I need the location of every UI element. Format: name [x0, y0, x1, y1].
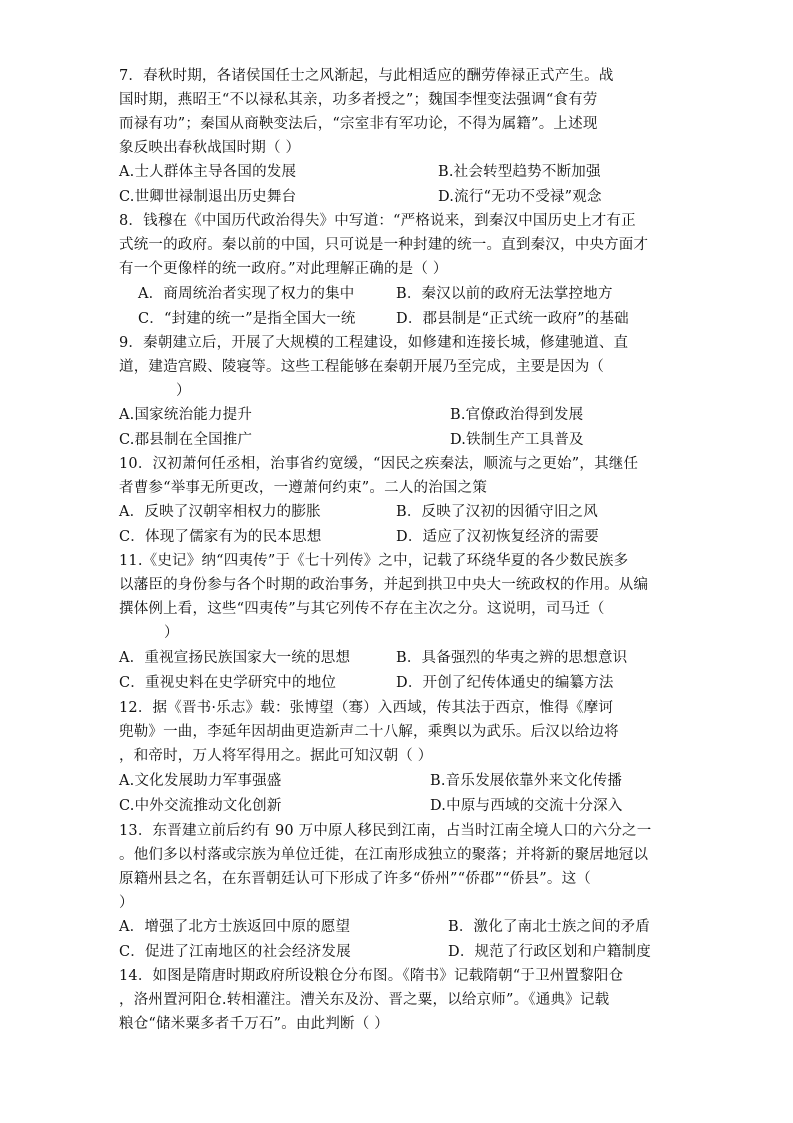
- q14-stem-line3: 粮仓“储米粟多者千万石”。由此判断（ ）: [119, 1016, 389, 1032]
- q11-option-d: D．开创了纪传体通史的编纂方法: [396, 675, 614, 691]
- q14-stem-line2: ，洛州置河阳仓.转相灌注。漕关东及汾、晋之粟，以给京师”。《通典》记载: [119, 992, 610, 1008]
- q9-option-c: C.郡县制在全国推广: [119, 432, 253, 448]
- q9-option-d: D.铁制生产工具普及: [450, 432, 584, 448]
- q9-stem-line1: 9．秦朝建立后，开展了大规模的工程建设，如修建和连接长城，修建驰道、直: [119, 335, 629, 351]
- q9-option-b: B.官僚政治得到发展: [450, 407, 584, 423]
- q10-stem-line1: 10．汉初萧何任丞相，治事省约宽缓，“因民之疾秦法，顺流与之更始”，其继任: [119, 456, 639, 472]
- q7-option-c: C.世卿世禄制退出历史舞台: [119, 189, 297, 205]
- q7-stem-line4: 象反映出春秋战国时期（ ）: [119, 140, 301, 156]
- q7-stem-line1: 7．春秋时期，各诸侯国任士之风渐起，与此相适应的酬劳俸禄正式产生。战: [119, 68, 614, 84]
- q9-option-a: A.国家统治能力提升: [119, 407, 253, 423]
- q7-option-b: B.社会转型趋势不断加强: [438, 164, 601, 180]
- q12-stem-line3: ，和帝时，万人将军得用之。据此可知汉朝（ ）: [119, 748, 433, 764]
- q7-option-a: A.士人群体主导各国的发展: [119, 164, 297, 180]
- q13-stem-line1: 13．东晋建立前后约有 90 万中原人移民到江南，占当时江南全境人口的六分之一: [119, 823, 652, 839]
- q11-stem-line3: 撰体例上看，这些“四夷传”与其它列传不存在主次之分。这说明，司马迁（: [119, 601, 605, 617]
- q11-option-b: B．具备强烈的华夷之辨的思想意识: [396, 650, 628, 666]
- q13-option-c: C．促进了江南地区的社会经济发展: [119, 944, 351, 960]
- q13-stem-line3: 原籍州县之名，在东晋朝廷认可下形成了许多“侨州”“侨郡”“侨县”。这（: [119, 871, 591, 887]
- q12-stem-line2: 兜勒》一曲，李延年因胡曲更造新声二十八解，乘舆以为武乐。后汉以给边将: [119, 724, 619, 740]
- q10-option-b: B．反映了汉初的因循守旧之风: [396, 504, 598, 520]
- q9-stem-line3: ）: [176, 383, 191, 399]
- q7-stem-line3: 而禄有功”；秦国从商鞅变法后，“宗室非有军功论，不得为属籍”。上述现: [119, 116, 598, 132]
- q14-stem-line1: 14．如图是隋唐时期政府所设粮仓分布图。《隋书》记载隋朝“于卫州置黎阳仓: [119, 968, 624, 984]
- q13-stem-line4: ）: [119, 895, 134, 911]
- q12-option-b: B.音乐发展依靠外来文化传播: [430, 773, 623, 789]
- q11-stem-line2: 以藩臣的身份参与各个时期的政治事务，并起到拱卫中央大一统政权的作用。从编: [119, 577, 649, 593]
- q8-option-d: D．郡县制是“正式统一政府”的基础: [396, 311, 629, 327]
- q8-option-b: B．秦汉以前的政府无法掌控地方: [396, 286, 613, 302]
- q7-option-d: D.流行“无功不受禄”观念: [438, 189, 602, 205]
- q13-stem-line2: 。他们多以村落或宗族为单位迁徙，在江南形成独立的聚落；并将新的聚居地冠以: [119, 847, 649, 863]
- q12-option-a: A.文化发展助力军事强盛: [119, 773, 282, 789]
- q7-stem-line2: 国时期，燕昭王“不以禄私其亲，功多者授之”；魏国李悝变法强调“食有劳: [119, 92, 598, 108]
- q12-stem-line1: 12．据《晋书·乐志》载：张博望（骞）入西域，传其法于西京，惟得《摩诃: [119, 700, 614, 716]
- q12-option-c: C.中外交流推动文化创新: [119, 798, 282, 814]
- q13-option-a: A．增强了北方士族返回中原的愿望: [119, 919, 351, 935]
- q13-option-d: D．规范了行政区划和户籍制度: [448, 944, 651, 960]
- q13-option-b: B．激化了南北士族之间的矛盾: [448, 919, 650, 935]
- q11-option-a: A．重视宣扬民族国家大一统的思想: [119, 650, 351, 666]
- q11-stem-line4: ）: [164, 625, 179, 641]
- q10-option-a: A．反映了汉朝宰相权力的膨胀: [119, 504, 321, 520]
- q10-stem-line2: 者曹参“举事无所更改，一遵萧何约束”。二人的治国之策: [119, 480, 488, 496]
- q11-option-c: C．重视史料在史学研究中的地位: [119, 675, 337, 691]
- q12-option-d: D.中原与西域的交流十分深入: [430, 798, 623, 814]
- q8-option-a: A．商周统治者实现了权力的集中: [138, 286, 355, 302]
- q8-option-c: C．“封建的统一”是指全国大一统: [138, 311, 356, 327]
- q10-option-d: D．适应了汉初恢复经济的需要: [396, 529, 599, 545]
- q8-stem-line3: 有一个更像样的统一政府。”对此理解正确的是（ ）: [119, 261, 448, 277]
- q10-option-c: C．体现了儒家有为的民本思想: [119, 529, 322, 545]
- q8-stem-line2: 式统一的政府。秦以前的中国，只可说是一种封建的统一。直到秦汉，中央方面才: [119, 237, 649, 253]
- q11-stem-line1: 11.《史记》纳“四夷传”于《七十列传》之中，记载了环绕华夏的各少数民族多: [119, 553, 629, 569]
- q9-stem-line2: 道，建造宫殿、陵寝等。这些工程能够在秦朝开展乃至完成，主要是因为（: [119, 359, 605, 375]
- q8-stem-line1: 8．钱穆在《中国历代政治得失》中写道：“严格说来，到秦汉中国历史上才有正: [119, 213, 636, 229]
